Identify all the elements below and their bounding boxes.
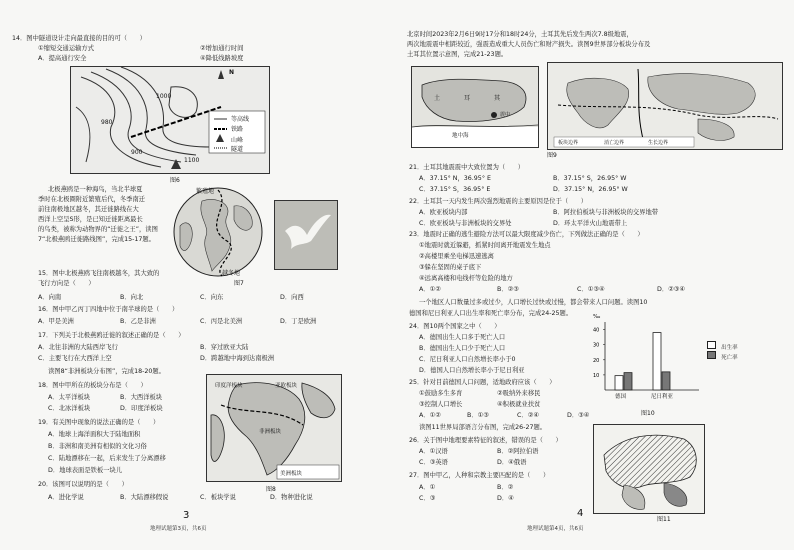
figure-9-turkey-map — [411, 66, 539, 148]
q24-stem: 24．图10两个国家之中（ ） — [409, 323, 501, 330]
y-axis-unit: ‰ — [593, 314, 601, 320]
contour-label-1100: 1100 — [184, 157, 200, 164]
story-line-5: 的鸟类，被称为动物界的“迁徙之王”，读图 — [38, 226, 158, 233]
figure-11-caption: 图11 — [657, 516, 671, 523]
q23-answer-c: C．①③④ — [577, 286, 605, 293]
q17-option-d: D．跨越地中海到达南极洲 — [200, 355, 275, 362]
legend-spreading: 生长边界 — [648, 140, 669, 146]
bar-birth-1 — [653, 333, 661, 390]
legend-peak: 山峰 — [231, 137, 244, 144]
category-label-germany: 德国 — [615, 394, 627, 400]
contour-label-1000: 1000 — [156, 93, 172, 100]
q15-stem-line2: 飞行方向是（ ） — [38, 280, 95, 287]
legend-plate-boundary: 板块边界 — [558, 140, 579, 146]
q19-option-b: B．非洲和南美洲有相似的文化习俗 — [48, 443, 147, 450]
bar-death-0 — [624, 373, 632, 390]
map-label-er: 耳 — [464, 95, 471, 102]
intro-line-3: 土耳其位置示意图，完成21-23题。 — [407, 51, 508, 58]
q15-option-d: D．向西 — [280, 294, 304, 301]
q23-statement-4: ④远离高楼和电线杆等危险的地方 — [419, 275, 513, 282]
figure-10-bar-chart — [593, 314, 703, 400]
q23-answer-d: D．②③④ — [657, 286, 686, 293]
q21-option-c: C．37.15° S，36.95° E — [419, 186, 491, 193]
bar-death-1 — [662, 372, 670, 390]
figure-9-caption: 图9 — [547, 152, 557, 159]
category-label-nigeria: 尼日利亚 — [651, 394, 674, 400]
q19-option-d: D．地球表面是铁板一块儿 — [48, 467, 123, 474]
figure-10-caption: 图10 — [641, 410, 655, 417]
story-line-6: 7“北极燕鸥迁徙路线图”，完成15-17题。 — [38, 236, 155, 243]
q27-option-d: D．④ — [497, 495, 514, 502]
q25-stem: 25．针对目前德国人口问题，适地政府应该（ ） — [409, 379, 556, 386]
intro-18: 读图8“非洲板块分布图”，完成18-20题。 — [48, 368, 165, 375]
q18-stem: 18．图中甲所在的板块分布是（ ） — [38, 382, 147, 389]
q22-stem: 22．土耳其一天内发生两次强烈地震的主要原因是位于（ ） — [409, 198, 588, 205]
bar-birth-0 — [615, 376, 623, 390]
q25-answer-d: D．③④ — [567, 412, 590, 419]
map-label-epicenter: 震中 — [500, 112, 511, 118]
q25-statement-3: ③控制人口增长 — [419, 401, 463, 408]
q27-option-a: A．① — [419, 484, 436, 491]
world-plate-graphic — [548, 63, 782, 149]
figure-8-plate-map — [206, 374, 342, 482]
figure-7-caption: 图7 — [234, 280, 244, 287]
q25-answer-a: A．①② — [419, 412, 441, 419]
figure-11-language-map — [593, 424, 705, 514]
q22-option-a: A．欧亚板块内部 — [419, 209, 468, 216]
intro-line-1: 北京时间2023年2月6日9时17分和18时24分，土耳其先后发生两次7.8级地震， — [407, 31, 633, 38]
legend-tunnel: 隧道 — [231, 146, 244, 153]
label-wintering-ground: 越冬地 — [222, 270, 241, 277]
q20-stem: 20．该图可以说明的是（ ） — [38, 481, 128, 488]
q20-option-d: D．物种进化说 — [270, 494, 313, 501]
map-label-mediterranean: 地中海 — [452, 133, 469, 139]
story-line-3: 前往南极地区越冬，其迁徙路线在大 — [38, 206, 139, 213]
q19-stem: 19．有关图中现象的说法正确的是（ ） — [38, 419, 160, 426]
intro-24-line-2: 德国和尼日利亚人口出生率和死亡率分布，完成24-25题。 — [409, 310, 573, 317]
legend-death-rate — [707, 344, 738, 361]
label-indian-plate: 印度洋板块 — [215, 383, 243, 389]
legend-subduction: 消亡边界 — [604, 140, 625, 146]
language-map-graphic — [594, 425, 704, 513]
q23-statement-1: ①地震时就近躲避，抓紧时间离开地震发生地点 — [419, 242, 551, 249]
q21-option-d: D．37.15° N，26.95° W — [553, 186, 628, 193]
q18-option-d: D．印度洋板块 — [120, 405, 163, 412]
arctic-tern-photo — [274, 200, 338, 270]
figure-10-legend — [707, 334, 738, 361]
legend-railway: 铁路 — [231, 126, 244, 133]
contour-label-900: 900 — [131, 149, 143, 156]
q23-statement-2: ②高楼里乘坐电梯迅速逃离 — [419, 253, 494, 260]
q19-option-a: A．地球上海洋面积大于陆地面积 — [48, 431, 141, 438]
left-footer: 地理试题第3页，共6页 — [150, 526, 207, 532]
q16-option-b: B．乙是非洲 — [120, 318, 156, 325]
q22-option-b: B．阿拉伯板块与非洲板块的交界地带 — [553, 209, 659, 216]
y-tick-label-2: 30 — [593, 342, 600, 349]
q14-option-1: ①缩短交通运输方式 — [38, 45, 95, 52]
q21-option-a: A．37.15° N，36.95° E — [419, 175, 491, 182]
left-page-number: 3 — [183, 510, 190, 521]
label-american-plate: 美洲板块 — [280, 471, 303, 477]
legend-birth-rate — [707, 334, 738, 351]
q18-option-b: B．大西洋板块 — [120, 394, 163, 401]
label-breeding-ground: 繁殖地 — [196, 188, 215, 195]
q25-statement-4: ④积极就业扶贫 — [497, 401, 541, 408]
figure-6-contour-map — [70, 66, 270, 174]
q18-option-c: C．北冰洋板块 — [48, 405, 91, 412]
q25-statement-1: ①鼓励多生多育 — [419, 390, 463, 397]
figure-8-caption: 图8 — [266, 486, 276, 493]
q16-option-c: C．丙是北美洲 — [200, 318, 243, 325]
q15-option-a: A．向南 — [38, 294, 62, 301]
q17-option-b: B．穿过欧亚大陆 — [200, 344, 249, 351]
q14-option-3: A．提高通行安全 — [38, 55, 87, 62]
q17-option-c: C．主要飞行在大西洋上空 — [38, 355, 112, 362]
q20-option-a: A．进化学说 — [48, 494, 84, 501]
q26-stem: 26．关于图中地理要素特征的叙述，错误的是（ ） — [409, 437, 562, 444]
bird-silhouette-icon — [275, 201, 337, 269]
q15-option-b: B．向北 — [120, 294, 144, 301]
q25-answer-c: C．②④ — [517, 412, 539, 419]
q24-option-a: A．德国出生人口多于死亡人口 — [419, 334, 506, 341]
q16-option-d: D．丁是欧洲 — [280, 318, 317, 325]
q26-option-a: A．①汉语 — [419, 448, 448, 455]
legend-death-label: 死亡率 — [721, 355, 738, 361]
q18-option-a: A．太平洋板块 — [48, 394, 91, 401]
story-line-4: 西洋上空呈S形，是已知迁徙距离最长 — [38, 216, 143, 223]
label-eurasian-plate: 亚欧板块 — [275, 383, 298, 389]
right-page — [397, 0, 794, 550]
y-tick-label-1: 20 — [593, 357, 600, 364]
q15-option-c: C．向东 — [200, 294, 224, 301]
q25-answer-b: B．①③ — [467, 412, 489, 419]
q26-option-b: B．②阿拉伯语 — [497, 448, 539, 455]
intro-line-2: 两次地震震中相距较近，强震造成重大人员伤亡和财产损失。读图9世界部分板块分布及 — [407, 41, 651, 48]
map-label-tu: 土 — [434, 95, 441, 102]
q23-answer-a: A．①② — [419, 286, 441, 293]
q25-statement-2: ②吸纳外来移民 — [497, 390, 541, 397]
legend-contour: 等高线 — [231, 116, 250, 123]
turkey-map-graphic — [412, 67, 538, 147]
legend-death-swatch — [707, 351, 716, 359]
q21-option-b: B．37.15° S，26.95° W — [553, 175, 627, 182]
intro-26: 读图11世界局部语言分布图，完成26-27题。 — [419, 424, 547, 431]
q16-option-a: A．甲是美洲 — [38, 318, 74, 325]
q27-option-c: C．③ — [419, 495, 436, 502]
q24-option-d: D．德国人口自然增长率小于尼日利亚 — [419, 367, 525, 374]
story-line-2: 季时在北极圈附近繁殖后代，冬季南迁 — [38, 196, 146, 203]
right-footer: 地理试题第4页，共6页 — [527, 526, 584, 532]
figure-7-globe — [172, 186, 264, 278]
q20-option-b: B．大陆漂移假说 — [120, 494, 169, 501]
q17-stem: 17．下列关于北极燕鸥迁徙的叙述正确的是（ ） — [38, 332, 185, 339]
q23-statement-3: ③躲在坚固的桌子底下 — [419, 264, 482, 271]
q16-stem: 16．图中甲乙丙丁四地中位于南半球的是（ ） — [38, 306, 179, 313]
q27-stem: 27．图中甲乙，人种和宗教主要匹配的是（ ） — [409, 472, 550, 479]
north-arrow-label: N — [229, 69, 235, 76]
bar-chart-svg — [593, 318, 703, 400]
q22-option-d: D．环太平洋火山地震带上 — [553, 220, 628, 227]
contour-label-980: 980 — [101, 119, 113, 126]
globe-graphic — [172, 186, 264, 278]
q15-stem: 15．图中北极燕鸥飞往南极越冬，其大致的 — [38, 270, 160, 277]
legend-birth-label: 出生率 — [721, 345, 738, 351]
q26-option-c: C．③英语 — [419, 459, 448, 466]
figure-6-caption: 图6 — [170, 177, 180, 184]
story-line-1: 北极燕鸥是一种海鸟，当北半球夏 — [48, 186, 143, 193]
figure-9-plate-world-map — [547, 62, 783, 150]
q17-option-a: A．北往非洲的大陆西岸飞行 — [38, 344, 118, 351]
map-label-qi: 其 — [494, 95, 501, 102]
q23-stem: 23．地震时正确的逃生避险方法可以最大限度减少伤亡，下列做法正确的是（ ） — [409, 231, 644, 238]
q22-option-c: C．欧亚板块与非洲板块的交界处 — [419, 220, 512, 227]
right-page-number: 4 — [577, 508, 584, 519]
q21-stem: 21．土耳其地震震中大致位置为（ ） — [409, 164, 525, 171]
q14-option-4: ④降低线路坡度 — [200, 55, 244, 62]
q19-option-c: C．陆地漂移在一起，后来发生了分离漂移 — [48, 455, 166, 462]
q20-option-c: C．板块学说 — [200, 494, 236, 501]
y-tick-label-3: 40 — [593, 327, 600, 334]
q14-stem: 14．图中隧道设计走向最直接的目的可（ ） — [12, 35, 146, 42]
y-tick-label-0: 10 — [593, 372, 600, 379]
intro-24-line-1: 一个地区人口数量过多或过少，人口增长过快或过慢，都会带来人口问题。读图10 — [419, 299, 648, 306]
label-african-plate: 非洲板块 — [259, 429, 282, 435]
q26-option-d: D．④俄语 — [497, 459, 527, 466]
q24-option-c: C．尼日利亚人口自然增长率小于0 — [419, 356, 516, 363]
q24-option-b: B．德国出生人口少于死亡人口 — [419, 345, 506, 352]
q23-answer-b: B．②③ — [497, 286, 519, 293]
q27-option-b: B．② — [497, 484, 514, 491]
q14-option-2: ②增加通行时间 — [200, 45, 244, 52]
